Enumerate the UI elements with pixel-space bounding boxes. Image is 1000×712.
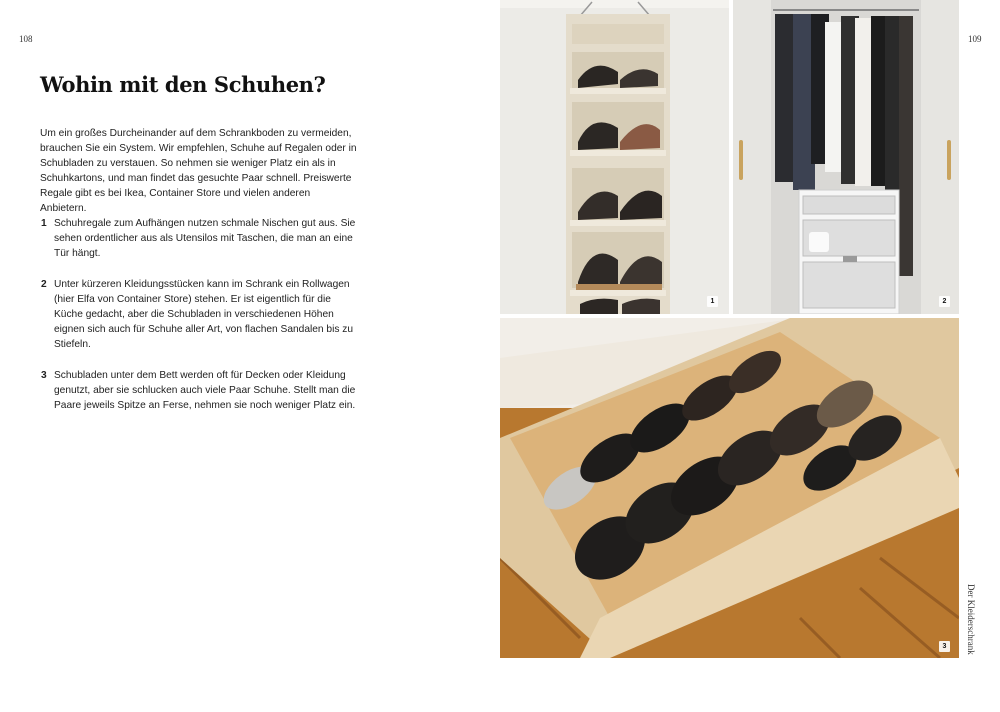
tips-list (40, 216, 360, 429)
list-item-number: 2 (41, 279, 47, 290)
photo-closet-rolling-cart (733, 0, 959, 314)
list-item-text: Schubladen unter dem Bett werden oft für Decken oder Kleidung genutzt, aber sie schlucken auch viele Paar Schuhe. Stellt man die Paare jeweils Spitze an Ferse, nehmen sie noch weniger Platz ein. (54, 370, 356, 411)
section-label-text: Der Kleiderschrank (966, 584, 976, 655)
list-item (40, 216, 360, 261)
photo-hanging-shoe-organizer (500, 0, 729, 314)
photo-number-badge: 3 (939, 641, 950, 652)
section-label (960, 584, 980, 660)
list-item (40, 368, 360, 413)
page-number-right: 109 (968, 34, 982, 44)
list-item-number: 1 (41, 218, 47, 229)
list-item-text: Schuhregale zum Aufhängen nutzen schmale Nischen gut aus. Sie sehen ordentlicher aus als Utensilos mit Taschen, die man an eine Tür hängt. (54, 218, 356, 259)
page-title: Wohin mit den Schuhen? (40, 72, 326, 97)
page-number-left: 108 (19, 34, 33, 44)
closet-rolling-cart-illustration (733, 0, 959, 314)
hanging-shoe-organizer-illustration (500, 0, 729, 314)
list-item-number: 3 (41, 370, 47, 381)
photo-underbed-drawer (500, 318, 959, 658)
list-item (40, 277, 360, 352)
photo-number-badge: 1 (707, 296, 718, 307)
intro-paragraph: Um ein großes Durcheinander auf dem Schrankboden zu vermeiden, brauchen Sie ein System. Wir empfehlen, Schuhe auf Regalen oder in Schubladen zu verstauen. So nehmen sie weniger Platz ein als in Schuhkartons, und man findet das gesuchte Paar schnell. Preiswerte Regale gibt es bei Ikea, Container Store und vielen anderen Anbietern. (40, 128, 357, 214)
photo-number-badge: 2 (939, 296, 950, 307)
underbed-drawer-illustration (500, 318, 959, 658)
list-item-text: Unter kürzeren Kleidungsstücken kann im Schrank ein Rollwagen (hier Elfa von Container Store) stehen. Er ist eigentlich für die Küche gedacht, aber die Schubladen in verschiedenen Höhen eignen sich auch für Schuhe aller Art, von flachen Sandalen bis zu Stiefeln. (54, 279, 354, 350)
